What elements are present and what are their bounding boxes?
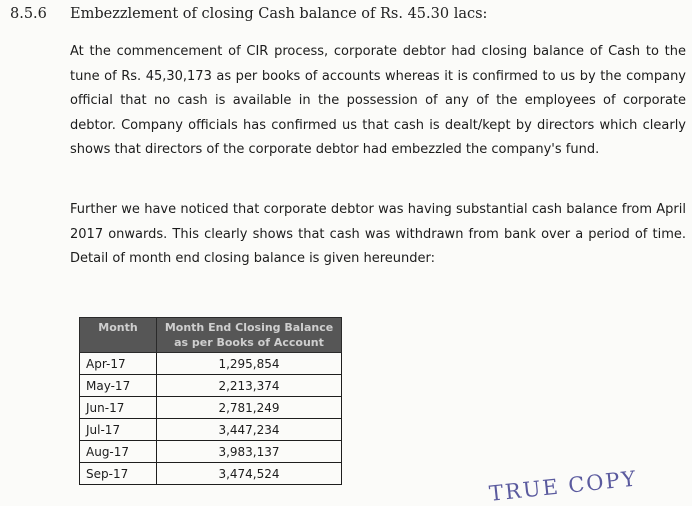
table-row	[80, 353, 342, 375]
cell-month: Aug-17	[80, 441, 157, 463]
month-end-balance-table	[79, 317, 342, 485]
cell-month: Apr-17	[80, 353, 157, 375]
paragraph-cash-withdrawal: Further we have noticed that corporate debtor was having substantial cash balance from April 2017 onwards. This clearly shows that cash was withdrawn from bank over a period of time. Detail of month end closing balance is given hereunder:	[70, 202, 686, 266]
cell-month: Jul-17	[80, 419, 157, 441]
header-balance: Month End Closing Balance as per Books of Account	[157, 318, 342, 353]
cell-balance: 3,447,234	[157, 419, 342, 441]
cell-month: May-17	[80, 375, 157, 397]
true-copy-stamp: TRUE COPY	[488, 466, 639, 506]
cell-balance: 2,781,249	[157, 397, 342, 419]
paragraph-cash-closing-balance: At the commencement of CIR process, corporate debtor had closing balance of Cash to the tune of Rs. 45,30,173 as per books of accounts whereas it is confirmed to us by the company official that no cash is available in the possession of any of the employees of corporate debtor. Company officials has confirmed us that cash is dealt/kept by directors which clearly shows that directors of the corporate debtor had embezzled the company's fund.	[70, 44, 686, 157]
table-row	[80, 441, 342, 463]
cell-month: Sep-17	[80, 463, 157, 485]
table-row	[80, 419, 342, 441]
header-month: Month	[80, 318, 157, 353]
cell-month: Jun-17	[80, 397, 157, 419]
section-heading	[10, 6, 680, 22]
section-number: 8.5.6	[10, 6, 47, 22]
cell-balance: 3,983,137	[157, 441, 342, 463]
table-header-row	[80, 318, 342, 353]
table-row	[80, 397, 342, 419]
table-row	[80, 463, 342, 485]
table-row	[80, 375, 342, 397]
cell-balance: 2,213,374	[157, 375, 342, 397]
section-title: Embezzlement of closing Cash balance of Rs. 45.30 lacs:	[70, 6, 488, 22]
cell-balance: 1,295,854	[157, 353, 342, 375]
cell-balance: 3,474,524	[157, 463, 342, 485]
